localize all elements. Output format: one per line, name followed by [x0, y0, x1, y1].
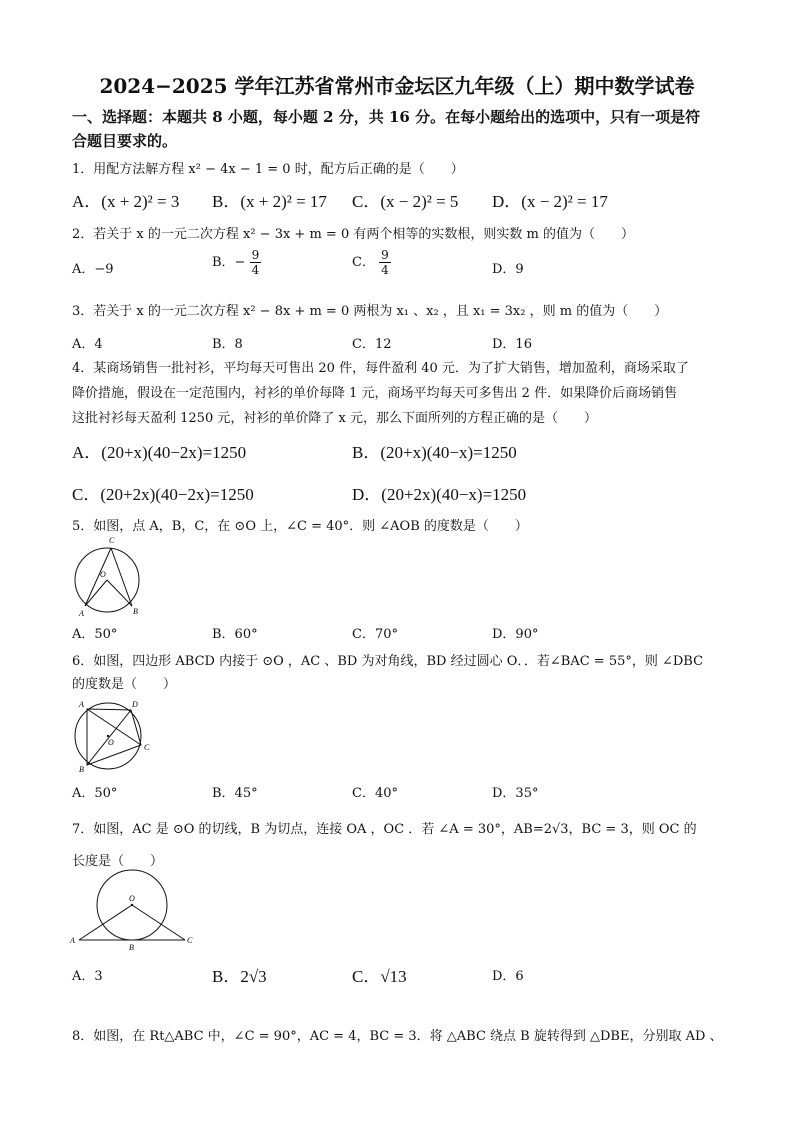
q3-option-c: C．12 — [352, 337, 392, 352]
question-4-line1: 4．某商场销售一批衬衫，平均每天可售出 20 件，每件盈利 40 元．为了扩大销售，增加盈利，商场采取了 — [72, 361, 689, 376]
page-title: 2024−2025 学年江苏省常州市金坛区九年级（上）期中数学试卷 — [99, 74, 695, 98]
fraction-denominator: 4 — [381, 263, 389, 277]
fraction-numerator: 9 — [381, 248, 389, 262]
q1-option-b: B．(x + 2)² = 17 — [212, 192, 327, 211]
q5-segment-ca — [85, 548, 111, 606]
fraction-denominator: 4 — [251, 263, 260, 277]
q5-label-a: A — [79, 609, 84, 618]
q6-option-a: A．50° — [72, 786, 118, 801]
q5-option-a: A．50° — [72, 627, 118, 642]
q5-circle-figure — [70, 534, 150, 620]
q5-segment-ob — [107, 580, 132, 606]
q7-segment-oa — [79, 905, 132, 940]
q7-option-c: C．√13 — [352, 967, 407, 986]
q6-label-d: D — [132, 700, 138, 709]
section-heading — [72, 105, 700, 153]
q5-option-b: B．60° — [212, 627, 258, 642]
q7-label-c: C — [187, 936, 193, 945]
question-7-line2: 长度是（ ） — [72, 854, 164, 869]
q5-option-d: D．90° — [492, 627, 539, 642]
section-heading-line1: 一、选择题：本题共 8 小题，每小题 2 分，共 16 分。在每小题给出的选项中，只有一项是符 — [72, 108, 701, 126]
q4-option-b: B．(20+x)(40−x)=1250 — [352, 443, 517, 462]
q2-option-c-label: C． — [352, 255, 375, 270]
q6-label-b: B — [79, 765, 84, 774]
q7-option-a: A．3 — [72, 969, 103, 984]
q6-quadrilateral-abcd — [87, 709, 141, 765]
q7-center-point — [131, 904, 133, 906]
q1-option-a: A．(x + 2)² = 3 — [72, 192, 180, 211]
q6-label-a: A — [79, 700, 84, 709]
q5-label-b: B — [133, 607, 138, 616]
q5-option-c: C．70° — [352, 627, 398, 642]
fraction-numerator: 9 — [251, 248, 260, 262]
q2-option-b-fraction — [250, 248, 262, 277]
question-1-stem: 1．用配方法解方程 x² − 4x − 1 = 0 时，配方后正确的是（ ） — [72, 162, 464, 177]
q6-option-d: D．35° — [492, 786, 539, 801]
q5-label-o: O — [100, 570, 106, 579]
q2-option-c-fraction — [379, 248, 391, 277]
question-3-stem: 3．若关于 x 的一元二次方程 x² − 8x + m = 0 两根为 x₁ 、x₂ ，且 x₁ = 3x₂ ，则 m 的值为（ ） — [72, 304, 668, 319]
q6-option-c: C．40° — [352, 786, 398, 801]
q7-label-b: B — [129, 943, 134, 952]
q6-circle-figure — [70, 696, 154, 776]
q6-label-o: O — [108, 738, 114, 747]
q3-option-b: B．8 — [212, 337, 243, 352]
q2-option-c — [352, 248, 391, 277]
question-4-line2: 降价措施，假设在一定范围内，衬衫的单价每降 1 元，商场平均每天可多售出 2 件．如果降价后商场销售 — [72, 386, 678, 401]
q6-center-point — [107, 735, 109, 737]
q5-label-c: C — [109, 536, 115, 545]
question-4-line3: 这批衬衫每天盈利 1250 元，衬衫的单价降了 x 元，那么下面所列的方程正确的是（ ） — [72, 411, 597, 426]
question-2-stem: 2．若关于 x 的一元二次方程 x² − 3x + m = 0 有两个相等的实数根，则实数 m 的值为（ ） — [72, 227, 634, 242]
q2-option-b-label: B．− — [212, 255, 246, 270]
q4-option-d: D．(20+2x)(40−x)=1250 — [352, 485, 527, 504]
q7-segment-oc — [132, 905, 185, 940]
q7-option-b: B．2√3 — [212, 967, 267, 986]
q1-option-c: C．(x − 2)² = 5 — [352, 192, 459, 211]
question-6-line1: 6．如图，四边形 ABCD 内接于 ⊙O ，AC 、BD 为对角线，BD 经过圆心 O．．若∠BAC = 55°，则 ∠DBC — [72, 654, 704, 669]
q6-option-b: B．45° — [212, 786, 258, 801]
question-8-stem: 8．如图，在 Rt△ABC 中，∠C = 90°，AC = 4，BC = 3．将 △ABC 绕点 B 旋转得到 △DBE，分别取 AD 、 — [72, 1029, 723, 1044]
question-7-line1: 7．如图，AC 是 ⊙O 的切线，B 为切点，连接 OA ，OC ．若 ∠A = 30°，AB=2√3，BC = 3，则 OC 的 — [72, 822, 697, 837]
q1-option-d: D．(x − 2)² = 17 — [492, 192, 608, 211]
question-6-line2: 的度数是（ ） — [72, 677, 177, 692]
q3-option-a: A．4 — [72, 337, 103, 352]
q4-option-c: C．(20+2x)(40−2x)=1250 — [72, 485, 254, 504]
q2-option-a: A．−9 — [72, 262, 114, 277]
q4-option-a: A．(20+x)(40−2x)=1250 — [72, 443, 247, 462]
q7-option-d: D．6 — [492, 969, 524, 984]
q2-option-d: D．9 — [492, 262, 524, 277]
q5-segment-oa — [85, 580, 107, 606]
q7-tangent-figure — [66, 868, 198, 952]
q3-option-d: D．16 — [492, 337, 532, 352]
question-5-stem: 5．如图，点 A，B，C，在 ⊙O 上，∠C = 40°．则 ∠AOB 的度数是（ ） — [72, 519, 528, 534]
q7-label-o: O — [129, 894, 135, 903]
q6-label-c: C — [144, 743, 150, 752]
q7-label-a: A — [70, 936, 75, 945]
q2-option-b — [212, 248, 261, 277]
section-heading-line2: 合题目要求的。 — [72, 132, 178, 150]
